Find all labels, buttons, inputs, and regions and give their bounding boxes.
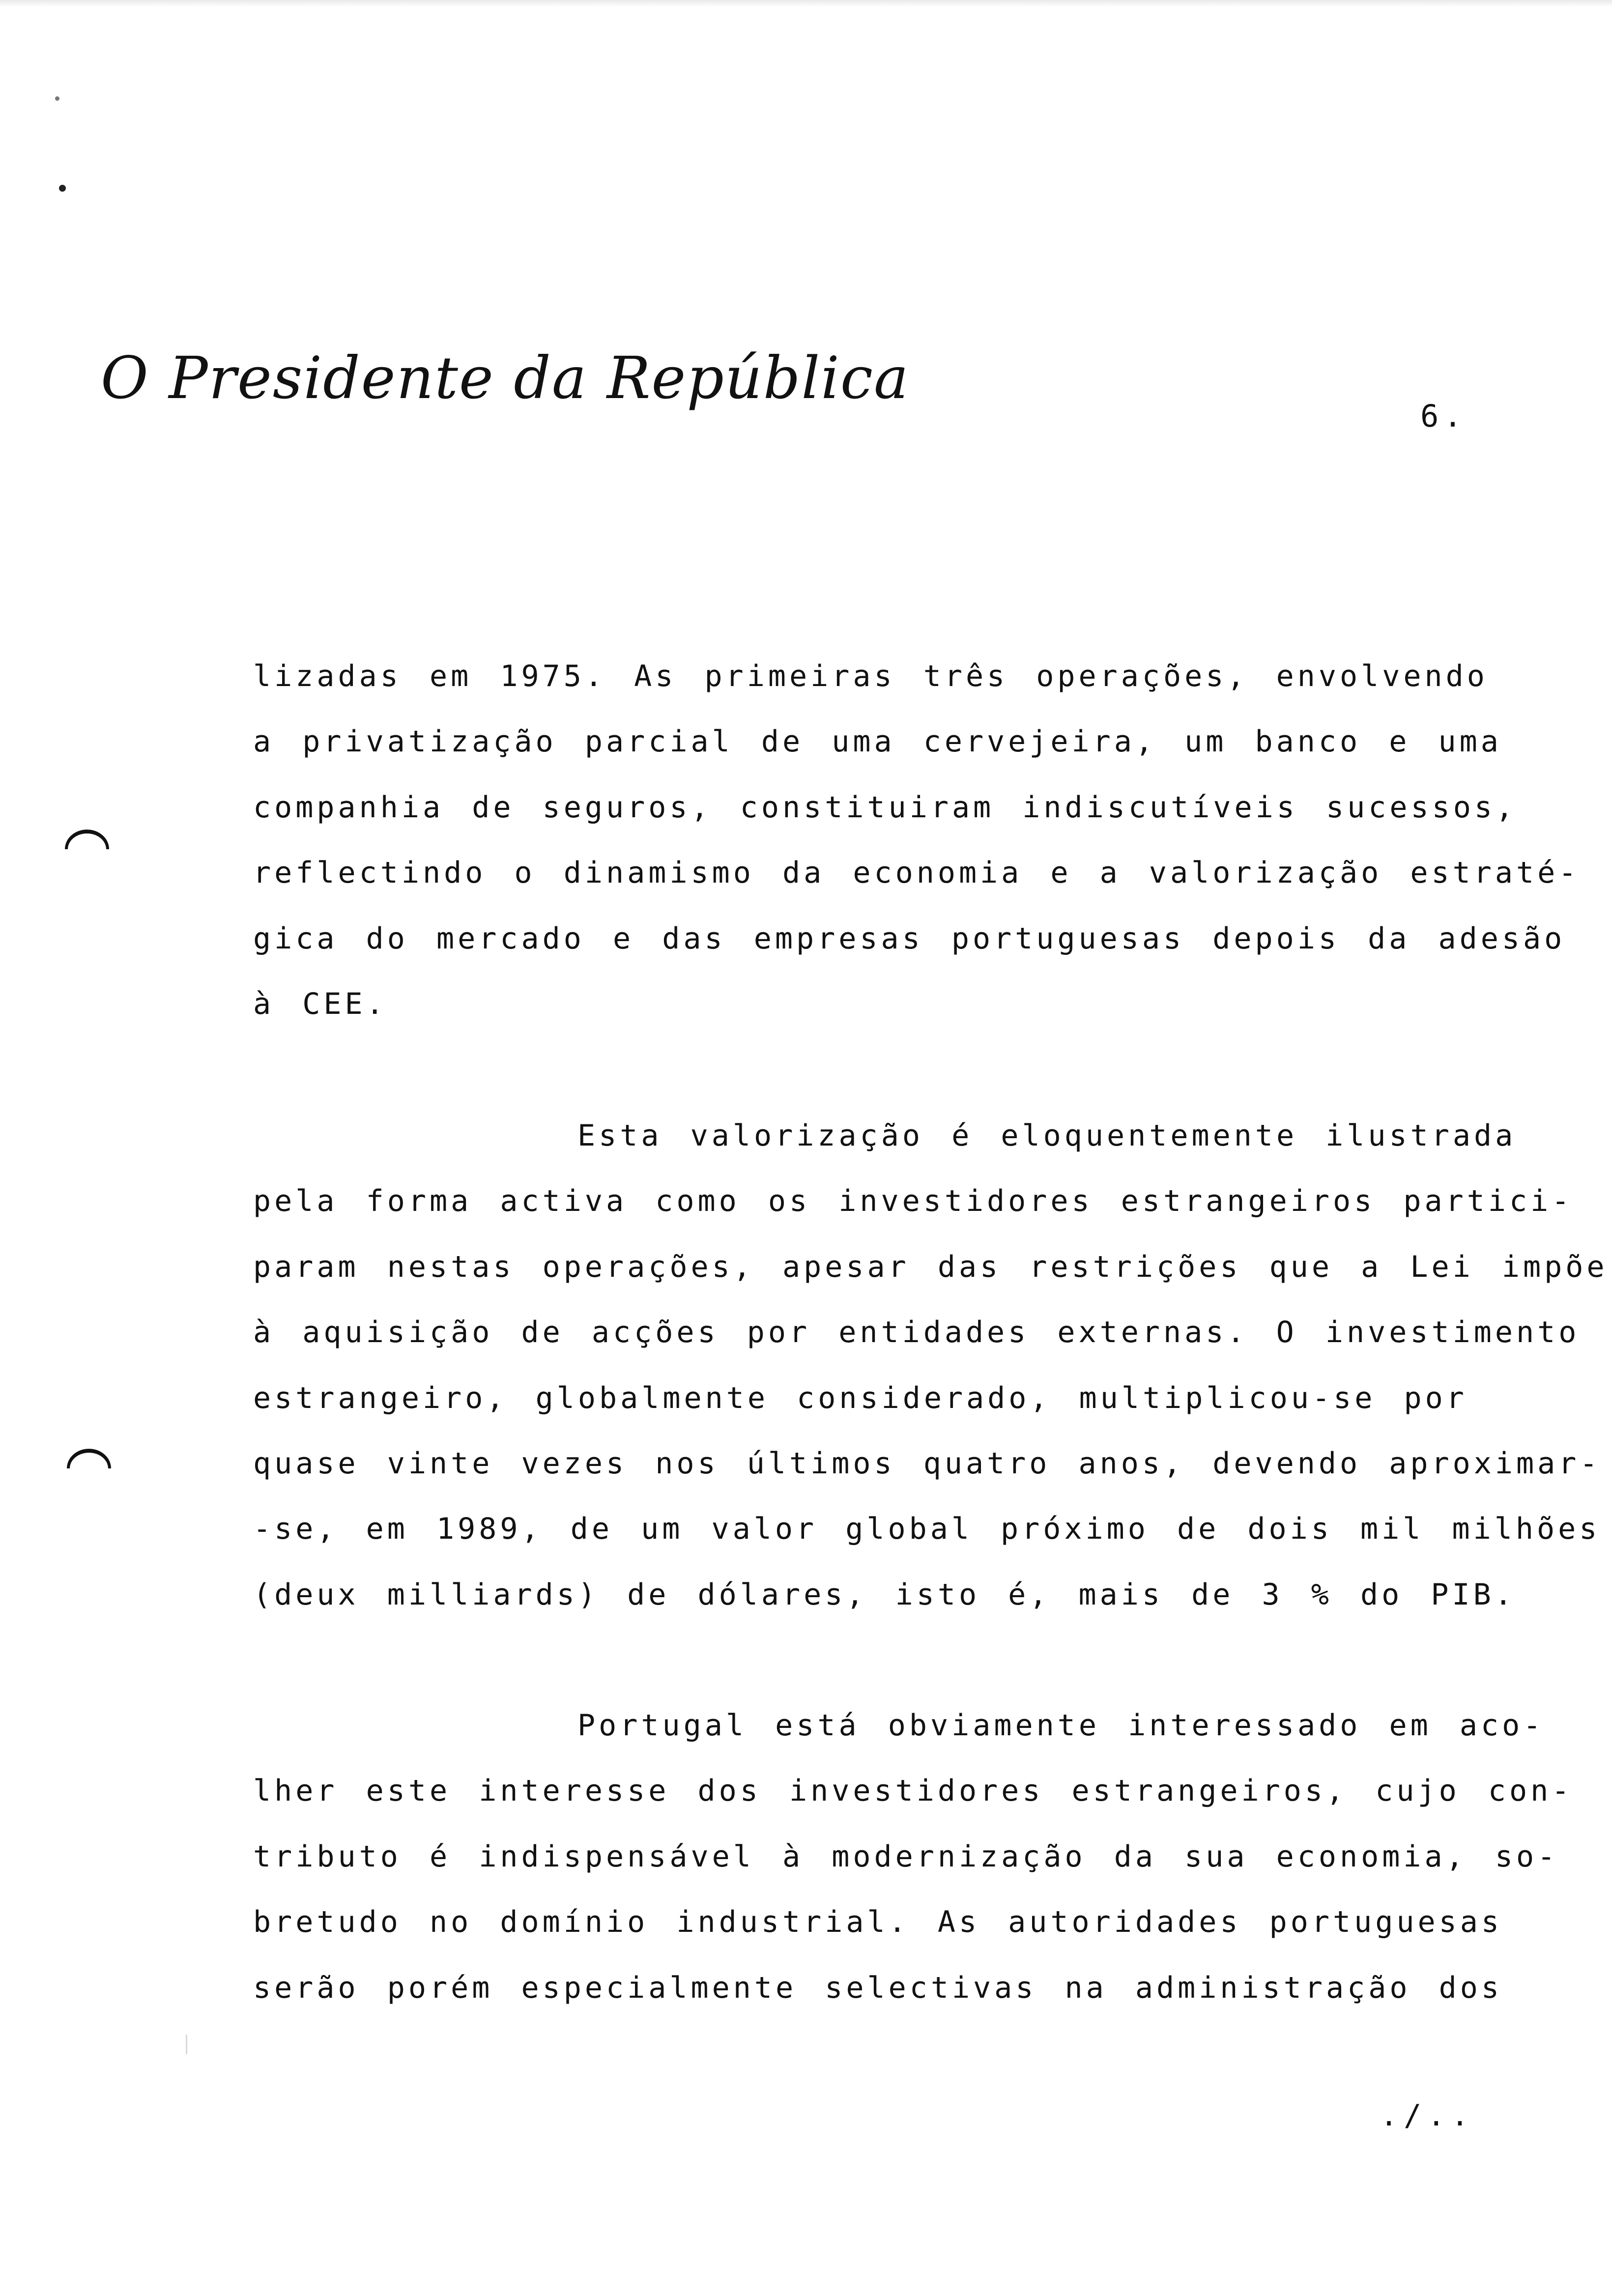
paragraph-line: -se, em 1989, de um valor global próximo de dois mil milhões xyxy=(253,1512,1601,1547)
page-number: 6. xyxy=(1420,398,1467,434)
paragraph-line: bretudo no domínio industrial. As autoridades portuguesas xyxy=(253,1905,1503,1940)
paragraph-line: a privatização parcial de uma cervejeira, um banco e uma xyxy=(253,724,1502,759)
paragraph-line: reflectindo o dinamismo da economia e a valorização estraté- xyxy=(253,856,1580,890)
paragraph-line: lizadas em 1975. As primeiras três operações, envolvendo xyxy=(253,659,1488,693)
paragraph-3 xyxy=(253,1693,1573,2021)
paragraph-2 xyxy=(253,1103,1608,1628)
paragraph-line: quase vinte vezes nos últimos quatro anos, devendo aproximar- xyxy=(253,1446,1601,1481)
punch-hole-mark xyxy=(65,830,109,849)
paragraph-line: gica do mercado e das empresas portuguesas depois da adesão xyxy=(253,921,1566,956)
speck-mark xyxy=(59,185,66,192)
paragraph-line: param nestas operações, apesar das restrições que a Lei impõe xyxy=(253,1249,1608,1284)
letterhead-title: O Presidente da República xyxy=(101,344,910,412)
paragraph-1 xyxy=(253,644,1580,1037)
paragraph-line: à aquisição de acções por entidades externas. O investimento xyxy=(253,1315,1580,1350)
paragraph-line: lher este interesse dos investidores estrangeiros, cujo con- xyxy=(253,1774,1573,1808)
scan-edge-shadow xyxy=(0,0,1612,7)
paragraph-line: Esta valorização é eloquentemente ilustrada xyxy=(577,1119,1517,1153)
paragraph-line: serão porém especialmente selectivas na administração dos xyxy=(253,1970,1503,2005)
continuation-mark: ./.. xyxy=(1380,2098,1475,2133)
paragraph-line: (deux milliards) de dólares, isto é, mais de 3 % do PIB. xyxy=(253,1577,1516,1612)
speck-mark xyxy=(55,96,59,101)
punch-hole-mark xyxy=(67,1449,111,1468)
paragraph-line: companhia de seguros, constituiram indiscutíveis sucessos, xyxy=(253,790,1517,825)
faint-scan-mark xyxy=(186,2035,187,2054)
paragraph-line: estrangeiro, globalmente considerado, multiplicou-se por xyxy=(253,1380,1468,1415)
paragraph-line: à CEE. xyxy=(253,987,387,1022)
paragraph-line: pela forma activa como os investidores estrangeiros partici- xyxy=(253,1184,1573,1219)
paragraph-line: Portugal está obviamente interessado em aco- xyxy=(577,1708,1545,1743)
paragraph-line: tributo é indispensável à modernização da sua economia, so- xyxy=(253,1839,1559,1874)
